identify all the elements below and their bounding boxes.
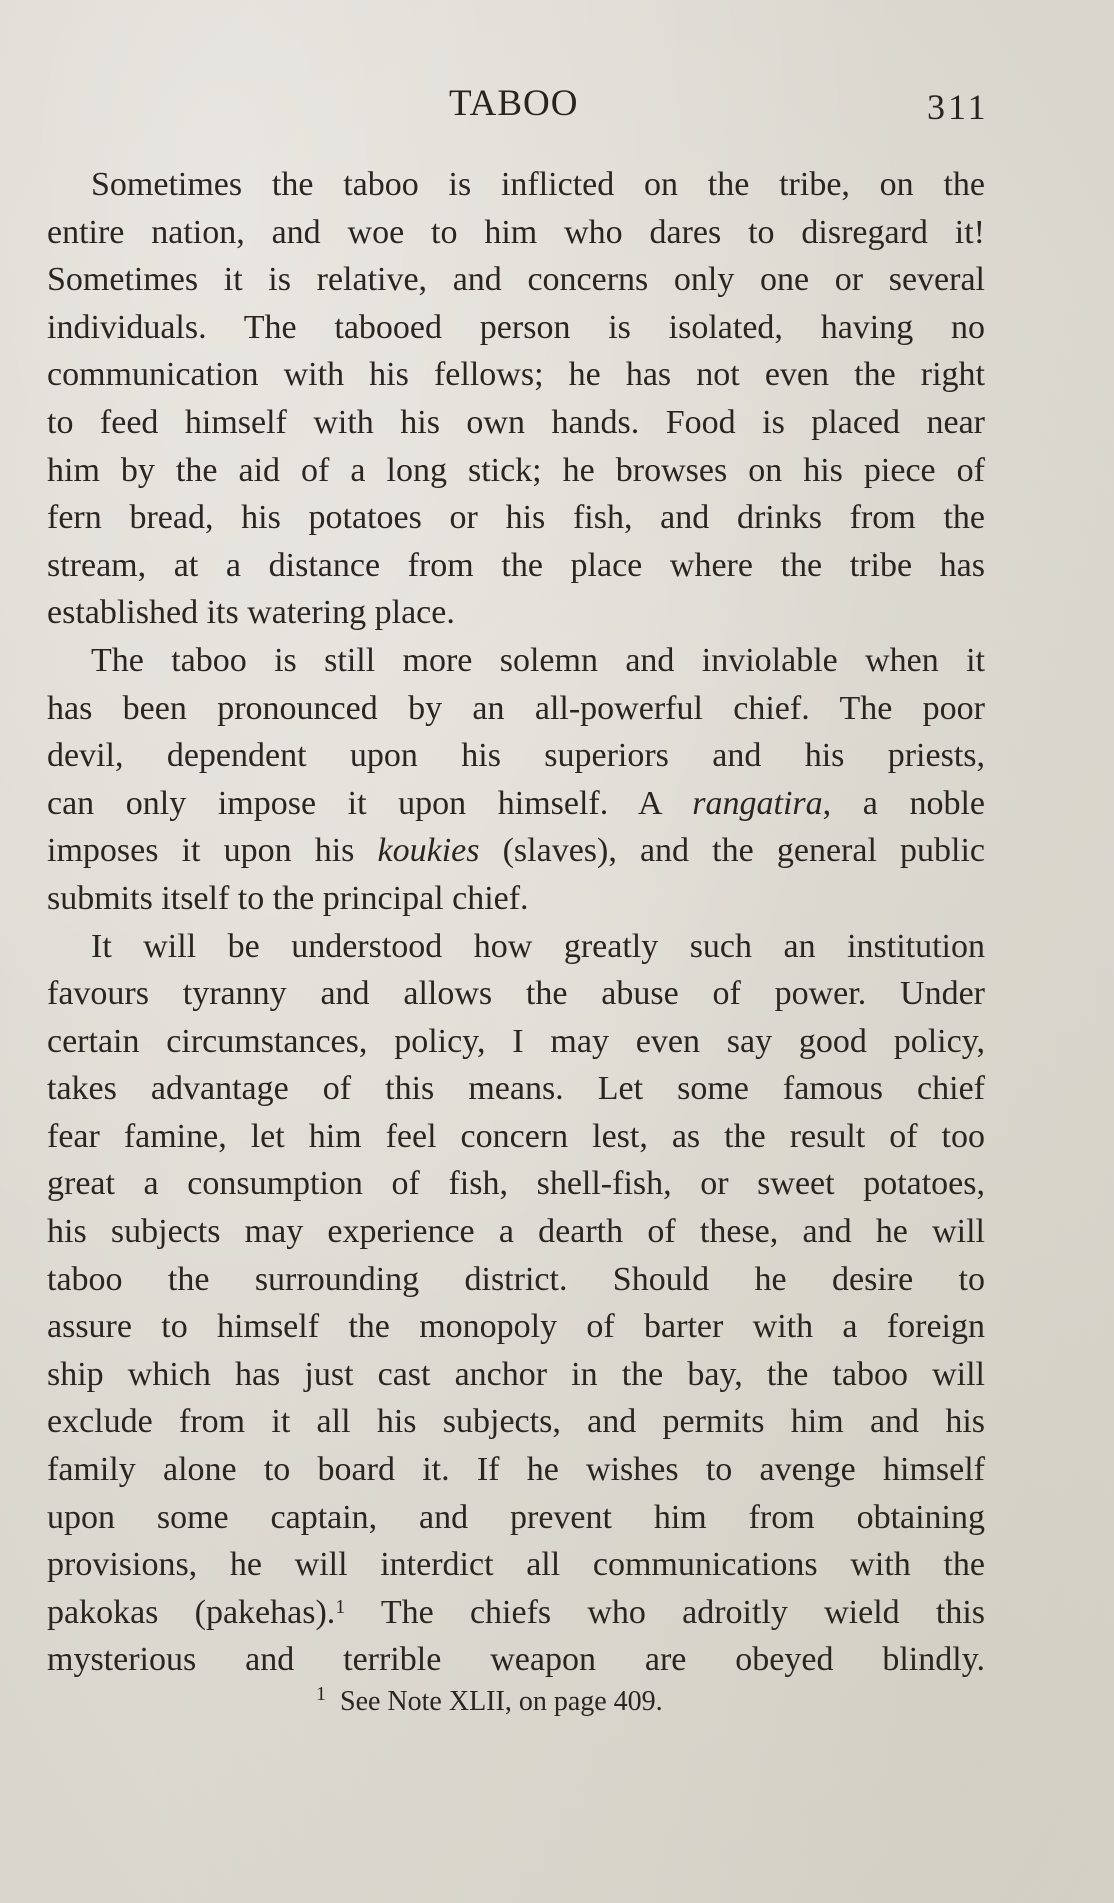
text-line: has been pronounced by an all-powerful chief. The poor (47, 689, 985, 727)
text-line: devil, dependent upon his superiors and his priests, (47, 737, 985, 775)
text-segment: imposes it upon his (47, 832, 355, 870)
text-line-mixed (47, 780, 985, 828)
running-head (0, 82, 1114, 132)
text-line: individuals. The tabooed person is isolated, having no (47, 308, 985, 346)
text-line: established its watering place. (47, 594, 455, 632)
chapter-title: TABOO (449, 83, 579, 124)
text-line: entire nation, and woe to him who dares to disregard it! (47, 213, 985, 251)
text-segment: pakokas (pakehas). (47, 1593, 336, 1631)
italic-term: rangatira (692, 784, 823, 822)
text-line: taboo the surrounding district. Should he desire to (47, 1260, 985, 1298)
text-line: ship which has just cast anchor in the bay, the taboo will (47, 1355, 985, 1393)
text-line: stream, at a distance from the place where the tribe has (47, 546, 985, 584)
text-line: upon some captain, and prevent him from obtaining (47, 1498, 985, 1536)
text-line: Sometimes the taboo is inflicted on the tribe, on the (91, 166, 985, 203)
text-segment: (slaves), and the general public (502, 832, 985, 870)
text-line: family alone to board it. If he wishes to avenge himself (47, 1451, 985, 1489)
text-line: favours tyranny and allows the abuse of power. Under (47, 975, 985, 1013)
text-line: Sometimes it is relative, and concerns only one or several (47, 261, 985, 299)
text-line: his subjects may experience a dearth of these, and he will (47, 1213, 985, 1251)
page-number: 311 (927, 87, 989, 127)
text-line: fern bread, his potatoes or his fish, and drinks from the (47, 499, 985, 537)
body-text (47, 161, 985, 1684)
footnote-number: 1 (316, 1683, 326, 1705)
footnote-marker: 1 (335, 1595, 346, 1618)
text-line: him by the aid of a long stick; he browses on his piece of (47, 451, 985, 489)
text-line: great a consumption of fish, shell-fish, or sweet potatoes, (47, 1165, 985, 1203)
text-line-mixed (47, 1589, 985, 1637)
text-line: provisions, he will interdict all communications with the (47, 1546, 985, 1584)
text-line: It will be understood how greatly such an institution (91, 927, 985, 965)
italic-term: koukies (377, 832, 480, 870)
text-line: communication with his fellows; he has not even the right (47, 356, 985, 394)
text-segment: , a noble (822, 784, 985, 822)
text-line-mixed (47, 827, 985, 875)
footnote-text: See Note XLII, on page 409. (340, 1686, 663, 1717)
text-line: The taboo is still more solemn and inviolable when it (91, 641, 985, 679)
text-line: takes advantage of this means. Let some famous chief (47, 1070, 985, 1108)
text-line: submits itself to the principal chief. (47, 879, 529, 917)
text-line: fear famine, let him feel concern lest, as the result of too (47, 1117, 985, 1155)
text-line: exclude from it all his subjects, and permits him and his (47, 1403, 985, 1441)
text-line: certain circumstances, policy, I may even say good policy, (47, 1022, 985, 1060)
text-segment: A (638, 784, 661, 822)
text-line: assure to himself the monopoly of barter with a foreign (47, 1308, 985, 1346)
text-line: to feed himself with his own hands. Food is placed near (47, 403, 985, 441)
footnote (316, 1683, 663, 1718)
text-line: mysterious and terrible weapon are obeyed blindly. (47, 1641, 985, 1679)
text-segment: The chiefs who adroitly wield this (380, 1593, 985, 1631)
text-segment: can only impose it upon himself. (47, 784, 609, 822)
